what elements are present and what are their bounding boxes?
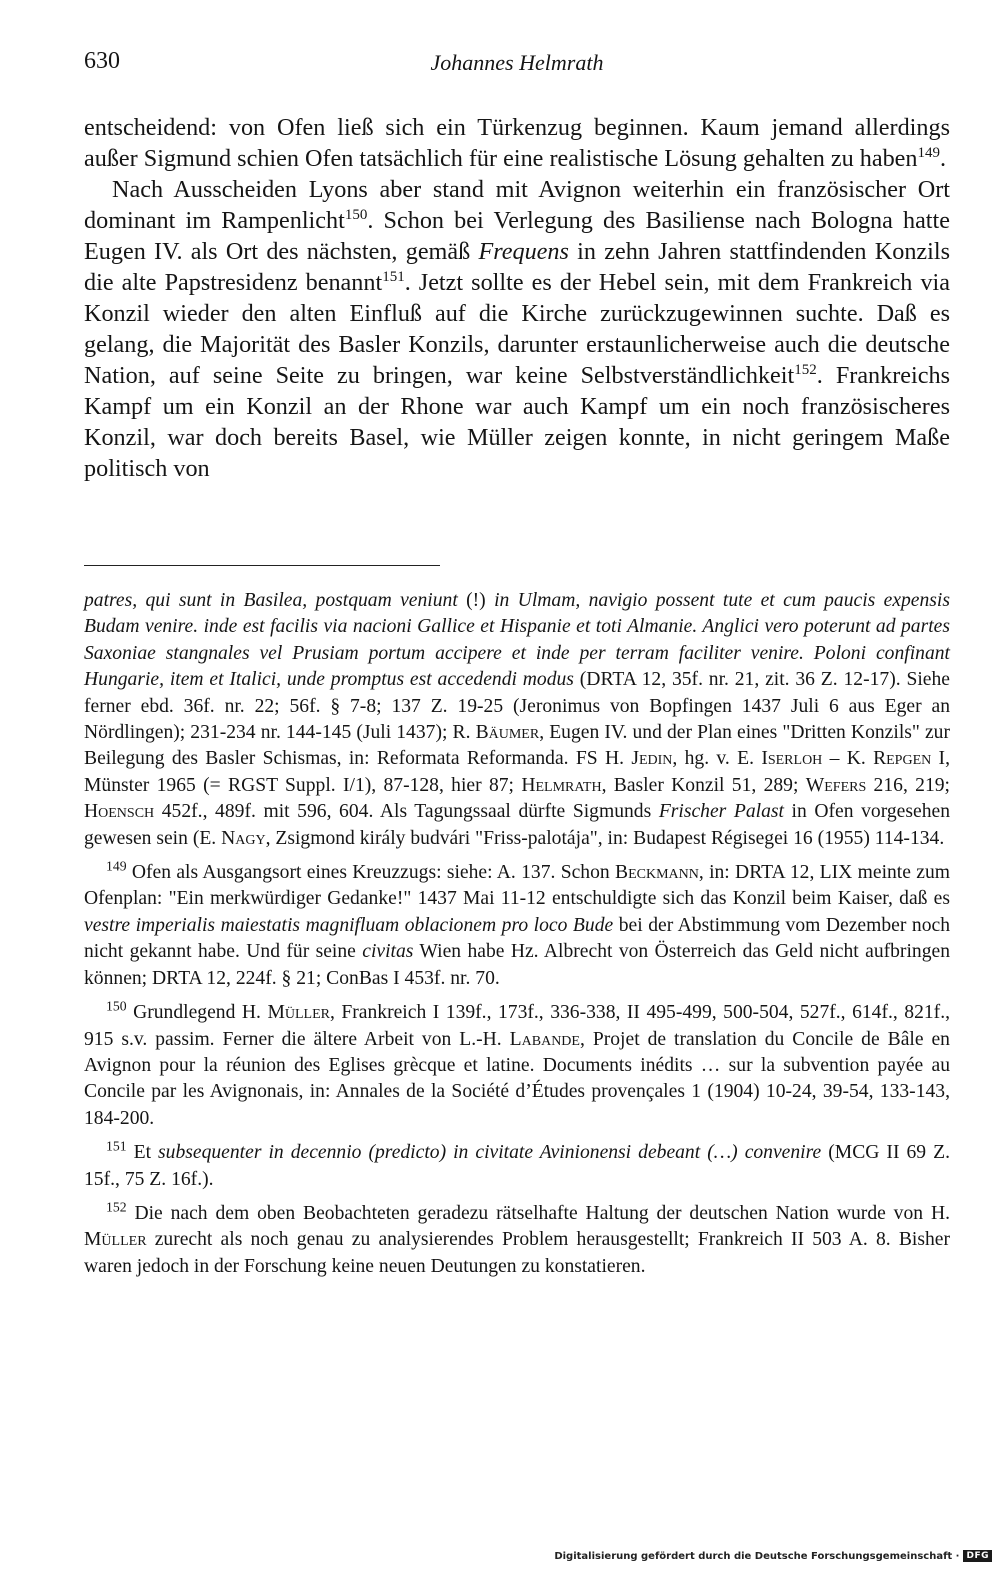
author-name: Labande <box>509 1028 580 1050</box>
text-run: Die nach dem oben Beobachteten geradezu rätselhafte Haltung der deutschen Nation wurde von H. <box>126 1202 950 1224</box>
main-text <box>84 112 950 484</box>
footnote-ref-149[interactable]: 149 <box>917 144 941 161</box>
text-run: bei der Abstimmung vom Dezember noch nicht gekannt habe. Und für seine <box>84 914 950 963</box>
footnote-150 <box>84 1000 950 1132</box>
text-run: 452f., 489f. mit 596, 604. Als Tagungssaal dürfte Sigmunds <box>154 801 659 823</box>
author-name: Iserloh <box>761 748 823 770</box>
footnote-ref-152[interactable]: 152 <box>794 361 817 378</box>
author-name: Müller <box>84 1229 147 1251</box>
text-run: in Ofen vorgesehen gewesen sein (E. <box>84 801 950 849</box>
text-run: , in: DRTA 12, LIX meinte zum Ofenplan: "Ein merkwürdiger Gedanke!" 1437 Mai 11-12 entschuldigte sich das Konzil beim Kaiser, daß es <box>84 862 950 910</box>
italic-term: Frequens <box>478 238 569 265</box>
paragraph-2 <box>84 174 950 484</box>
text-run: Ofen als Ausgangsort eines Kreuzzugs: siehe: A. 137. Schon <box>126 862 615 884</box>
footnote-number: 150 <box>106 998 127 1014</box>
author-name: Müller <box>267 1002 330 1024</box>
text-run: in zehn Jahren stattfindenden Konzils die alte Papstresidenz benannt <box>84 238 951 296</box>
author-name: Bäumer <box>475 722 540 744</box>
text-run: , Projet de translation du Concile de Bâle en Avignon pour la réunion des Eglises grècque et latine. Documents inédits … sur la subvention payée au Concile par les Avignonais, in: Annales de la Société d’Études provençales 1 (1904) 10-24, 39-54, 133-143, 184-200. <box>84 1028 950 1129</box>
text-run: Grundlegend H. <box>126 1002 268 1024</box>
author-name: Wefers <box>805 774 867 796</box>
digitization-note <box>554 1550 992 1562</box>
footnote-ref-150[interactable]: 150 <box>344 206 368 223</box>
text-run: , hg. v. E. <box>672 748 762 770</box>
author-name: Repgen <box>873 748 932 770</box>
footnote-number: 149 <box>106 858 127 874</box>
italic-term: Frischer Palast <box>658 801 784 823</box>
text-run: I, Münster 1965 (= RGST Suppl. I/1), 87-128, hier 87; <box>84 748 950 796</box>
text-run: Nach Ausscheiden Lyons aber stand mit Avignon weiterhin ein französischer Ort dominant im Rampenlicht <box>84 176 950 234</box>
text-run: , Zsigmond király budvári "Friss-palotája", in: Budapest Régisegei 16 (1955) 114-134. <box>265 827 945 849</box>
digitization-text: Digitalisierung gefördert durch die Deutsche Forschungsgemeinschaft · <box>554 1550 960 1562</box>
italic-quote: vestre imperialis maiestatis magnifluam oblacionem pro loco Bude <box>84 914 614 936</box>
text-run: Et <box>126 1142 159 1164</box>
paragraph-1 <box>84 112 950 174</box>
footnote-152 <box>84 1201 950 1280</box>
author-name: Jedin <box>631 748 673 770</box>
page-header <box>84 48 950 88</box>
footnote-ref-151[interactable]: 151 <box>382 268 405 285</box>
footnote-number: 151 <box>106 1138 127 1154</box>
dfg-logo: DFG <box>963 1550 992 1562</box>
footnote-separator <box>84 565 440 566</box>
text-run: . Jetzt sollte es der Hebel sein, mit dem Frankreich via Konzil wieder den alten Einfluß auf die Kirche zurückzugewinnen suchte. Daß es gelang, die Majorität des Basler Konzils, darunter erstaunlicherweise auch die deutsche Nation, auf seine Seite zu bringen, war keine Selbstverständlichkeit <box>84 269 950 389</box>
author-name: Nagy <box>221 827 266 849</box>
text-run: zurecht als noch genau zu analysierendes Problem herausgestellt; Frankreich II 503 A. 8. Bisher waren jedoch in der Forschung keine neuen Deutungen zu konstatieren. <box>84 1229 950 1277</box>
text-run: . <box>940 145 947 172</box>
text-run: (MCG II 69 Z. 15f., 75 Z. 16f.). <box>84 1142 950 1190</box>
text-run: (!) <box>457 590 495 611</box>
italic-quote: in Ulmam, navigio possent tute et cum paucis expensis Budam venire. inde est facilis via nacioni Gallice et Hispanie et toti Almanie. Anglici vero poterunt ad partes Saxoniae stangnales vel Prusiam portum accipere et inde per terram faciliter venire. Poloni confinant Hungarie, item et Italici, unde promptus est accedendi modus <box>84 590 950 691</box>
text-run: . Frankreichs Kampf um ein Konzil an der Rhone war auch Kampf um ein noch französischeres Konzil, war doch bereits Basel, wie Müller zeigen konnte, in nicht geringem Maße politisch von <box>84 362 950 482</box>
text-run: , Basler Konzil 51, 289; <box>601 774 806 796</box>
author-name: Beckmann <box>615 862 699 884</box>
text-run: , Eugen IV. und der Plan eines "Dritten Konzils" zur Beilegung des Basler Schismas, in: Reformata Reformanda. FS H. <box>84 722 950 770</box>
text-run: – K. <box>822 748 874 770</box>
text-run: entscheidend: von Ofen ließ sich ein Türkenzug beginnen. Kaum jemand allerdings außer Sigmund schien Ofen tatsächlich für eine realistische Lösung gehalten zu haben <box>84 114 950 172</box>
italic-quote: patres, qui sunt in Basilea, postquam veniunt <box>84 590 458 611</box>
footnote-151 <box>84 1140 950 1193</box>
author-name: Hoensch <box>84 801 155 823</box>
text-run: (DRTA 12, 35f. nr. 21, zit. 36 Z. 12-17). Siehe ferner ebd. 36f. nr. 22; 56f. § 7-8; 137 Z. 19-25 (Jeronimus von Bopfingen 1437 Juli 6 aus Eger an Nördlingen); 231-234 nr. 144-145 (Juli 1437); R. <box>84 669 950 744</box>
page-number: 630 <box>84 48 120 74</box>
footnote-149 <box>84 860 950 992</box>
text-run: . Schon bei Verlegung des Basiliense nach Bologna hatte Eugen IV. als Ort des nächsten, gemäß <box>84 207 950 265</box>
text-run: 216, 219; <box>866 774 950 796</box>
text-run: Wien habe Hz. Albrecht von Österreich das Geld nicht aufbringen können; DRTA 12, 224f. § 21; ConBas I 453f. nr. 70. <box>84 941 950 989</box>
author-name: Helmrath <box>521 774 602 796</box>
italic-quote: subsequenter in decennio (predicto) in civitate Avinionensi debeant (…) convenire <box>158 1142 822 1164</box>
footnote-number: 152 <box>106 1199 127 1215</box>
footnote-continuation <box>84 588 950 852</box>
text-run: , Frankreich I 139f., 173f., 336-338, II 495-499, 500-504, 527f., 614f., 821f., 915 s.v. passim. Ferner die ältere Arbeit von L.-H. <box>84 1002 951 1050</box>
running-title: Johannes Helmrath <box>430 50 604 75</box>
footnotes-section <box>84 588 950 1288</box>
italic-term: civitas <box>362 941 414 963</box>
